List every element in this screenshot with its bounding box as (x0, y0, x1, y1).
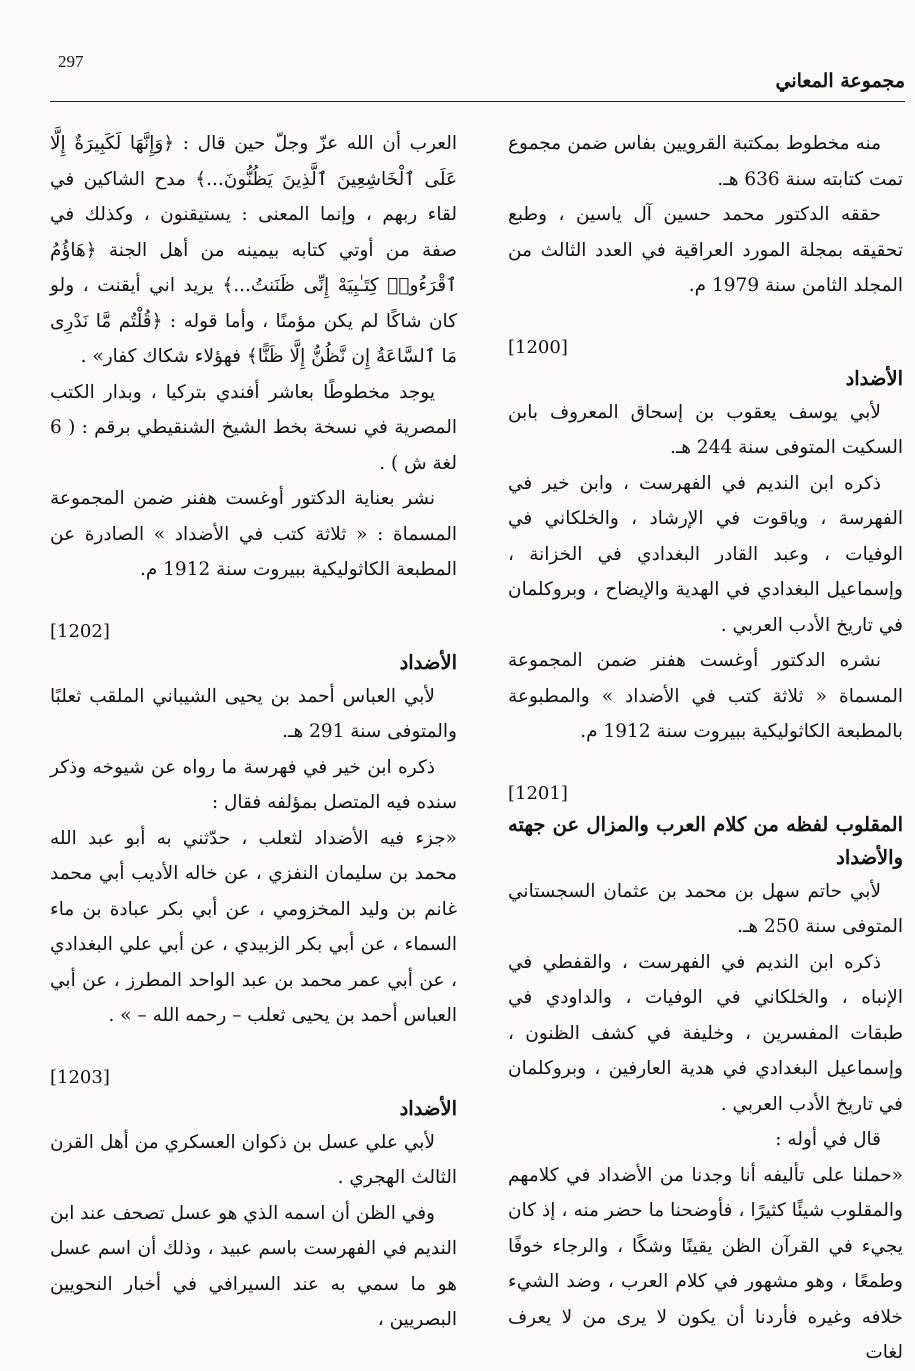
page-number: 297 (58, 52, 84, 71)
entry-title: الأضداد (845, 366, 903, 390)
entry-paragraph: ذكره ابن النديم في الفهرست ، والقفطي في الإنباه ، والخلكاني في الوفيات ، والداودي في طبقات المفسرين ، وخليفة في كشف الظنون ، وإسماعيل البغدادي في هدية العارفين ، وبروكلمان في تاريخ الأدب العربي . (508, 951, 903, 1115)
quote-paragraph: «حملنا على تأليفه أنا وجدنا من الأضداد في كلامهم والمقلوب شيئًا كثيرًا ، فأوضحنا ما حضر منه ، إذ كان يجيء في القرآن الظن يقينًا وشكًا ، والرجاء خوفًا وطمعًا ، وهو مشهور في كلام العرب ، وضد الشيء خلافه وغيره فأردنا أن يكون لا يرى من لا يعرف لغات (508, 1164, 903, 1363)
entry-paragraph: وفي الظن أن اسمه الذي هو عسل تصحف عند ابن النديم في الفهرست باسم عبيد ، وذلك أن اسم عسل هو ما سمي به عند السيرافي في أخبار النحويين البصريين ، (50, 1202, 457, 1330)
right-column (508, 126, 903, 1371)
intro-paragraph: منه مخطوط بمكتبة القرويين بفاس ضمن مجموع تمت كتابته سنة 636 هـ. (508, 133, 903, 190)
left-column (50, 126, 457, 1338)
entry-number: [1203] (50, 1066, 110, 1088)
entry-number: [1201] (508, 782, 568, 804)
entry-paragraph: ذكره ابن خير في فهرسة ما رواه عن شيوخه وذكر سنده فيه المتصل بمؤلفه فقال : (50, 756, 457, 813)
quote-paragraph: «جزء فيه الأضداد لثعلب ، حدّثني به أبو عبد الله محمد بن سليمان النفزي ، عن خاله الأديب أبي محمد غانم بن وليد المخزومي ، عن أبي بكر عبادة بن ماء السماء ، عن أبي بكر الزبيدي ، عن أبي علي البغدادي ، عن أبي عمر محمد بن عبد الواحد المطرز ، عن أبي العباس أحمد بن يحيى ثعلب – رحمه الله – » . (50, 827, 457, 1026)
entry-1202 (50, 618, 457, 1034)
entry-paragraph: لأبي حاتم سهل بن محمد بن عثمان السجستاني المتوفى سنة 250 هـ. (508, 880, 903, 937)
entry-paragraph: لأبي علي عسل بن ذكوان العسكري من أهل القرن الثالث الهجري . (50, 1131, 457, 1188)
continuation-paragraph: العرب أن الله عزّ وجلّ حين قال : ﴿وَإِنَّهَا لَكَبِيرَةٌ إِلَّا عَلَى ٱلْخَاشِعِينَ ٱلَّذِينَ يَظُنُّونَ...﴾ مدح الشاكين في لقاء ربهم ، وإنما المعنى : يستيقنون ، وكذلك في صفة من أوتي كتابه بيمينه من أهل الجنة ﴿هَاؤُمُ ٱقْرَءُوا۟ كِتَـٰبِيَهْ إِنِّى ظَنَنتُ...﴾ يريد اني أيقنت ، ولو كان شاكًا لم يكن مؤمنًا ، وأما قوله : ﴿قُلْتُم مَّا نَدْرِى مَا ٱلسَّاعَةُ إِن نَّظُنُّ إِلَّا ظَنًّا﴾ فهؤلاء شكاك كفار» . (50, 133, 457, 367)
entry-number: [1200] (508, 336, 568, 358)
entry-title: المقلوب لفظه من كلام العرب والمزال عن جهته والأضداد (508, 812, 903, 869)
continuation-paragraph: يوجد مخطوطًا بعاشر أفندي بتركيا ، وبدار الكتب المصرية في نسخة بخط الشيخ الشنقيطي برقم : ( 6 لغة ش ) . (50, 381, 457, 474)
entry-number: [1202] (50, 620, 110, 642)
entry-paragraph: ذكره ابن النديم في الفهرست ، وابن خير في الفهرسة ، وياقوت في الإرشاد ، والخلكاني في الوفيات ، وعبد القادر البغدادي في الخزانة ، وإسماعيل البغدادي في الهدية والإيضاح ، وبروكلمان في تاريخ الأدب العربي . (508, 472, 903, 636)
running-head: مجموعة المعاني (775, 70, 905, 92)
entry-title: الأضداد (399, 1096, 457, 1120)
entry-1200 (508, 334, 903, 750)
intro-paragraph: حققه الدكتور محمد حسين آل ياسين ، وطبع تحقيقه بمجلة المورد العراقية في العدد الثالث من المجلد الثامن سنة 1979 م. (508, 204, 903, 296)
entry-paragraph: لأبي العباس أحمد بن يحيى الشيباني الملقب ثعلبًا والمتوفى سنة 291 هـ. (50, 685, 457, 742)
entry-1203 (50, 1064, 457, 1338)
entry-title: الأضداد (399, 650, 457, 674)
header-rule (50, 101, 905, 102)
continuation-paragraph: نشر بعناية الدكتور أوغست هفنر ضمن المجموعة المسماة : « ثلاثة كتب في الأضداد » الصادرة عن المطبعة الكاثوليكية ببيروت سنة 1912 م. (50, 488, 457, 580)
entry-paragraph: قال في أوله : (775, 1129, 881, 1150)
entry-paragraph: لأبي يوسف يعقوب بن إسحاق المعروف بابن السكيت المتوفى سنة 244 هـ. (508, 401, 903, 458)
entry-paragraph: نشره الدكتور أوغست هفنر ضمن المجموعة المسماة « ثلاثة كتب في الأضداد » والمطبوعة بالمطبعة الكاثوليكية ببيروت سنة 1912 م. (508, 650, 903, 742)
entry-1201 (508, 780, 903, 1371)
